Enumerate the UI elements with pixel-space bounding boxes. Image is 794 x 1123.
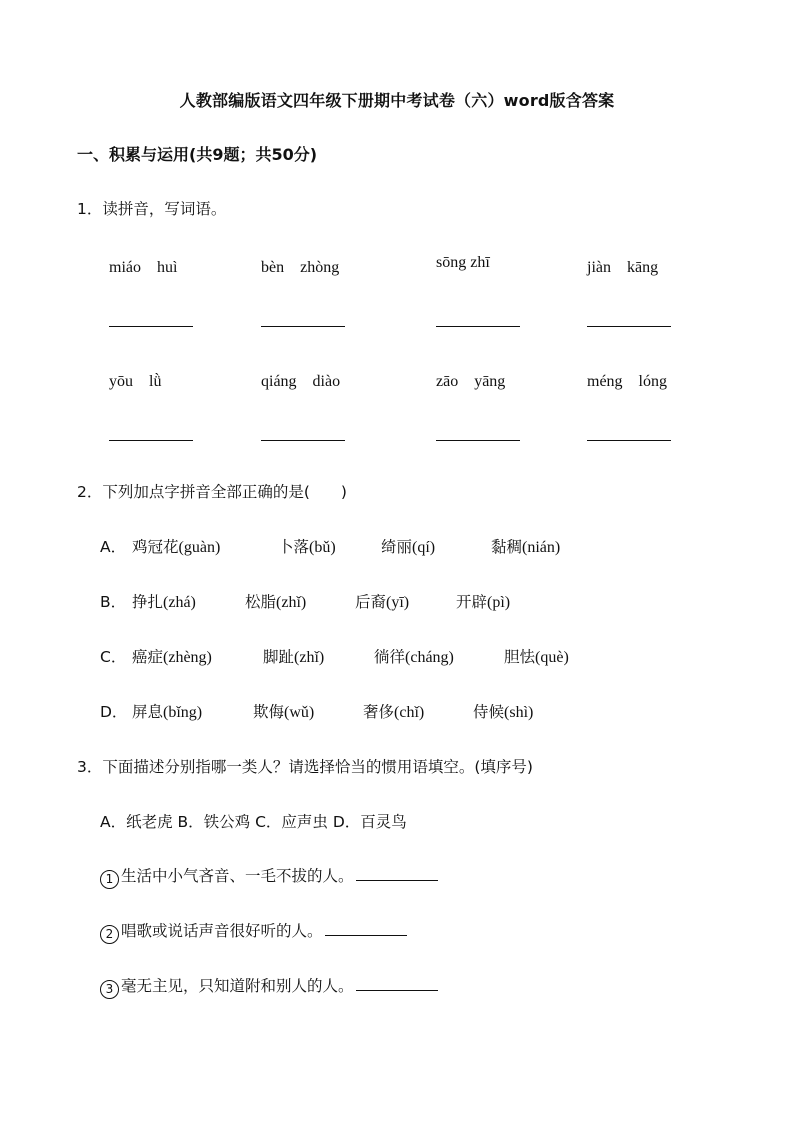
- option-word: 胆怯: [504, 648, 536, 666]
- fill-item-text: 唱歌或说话声音很好听的人。: [121, 922, 323, 940]
- answer-blank[interactable]: [356, 880, 438, 881]
- option-d[interactable]: [100, 700, 700, 722]
- idiom-choices: A．纸老虎 B．铁公鸡 C．应声虫 D．百灵鸟: [100, 813, 407, 831]
- option-c[interactable]: [100, 645, 700, 667]
- question-1-stem: 1．读拼音，写词语。: [77, 200, 227, 218]
- option-word: 松脂: [245, 593, 277, 611]
- answer-blank[interactable]: [436, 440, 520, 441]
- option-pinyin: (zhèng): [163, 649, 212, 666]
- fill-item-1: [100, 864, 438, 889]
- option-pinyin: (qí): [412, 539, 436, 556]
- option-a[interactable]: [100, 535, 700, 557]
- fill-item-text: 毫无主见，只知道附和别人的人。: [121, 977, 354, 995]
- option-pinyin: (pì): [487, 594, 511, 611]
- option-pinyin: (què): [535, 649, 569, 666]
- question-3-stem: 3．下面描述分别指哪一类人？请选择恰当的惯用语填空。(填序号): [77, 758, 533, 776]
- option-pinyin: (cháng): [405, 649, 454, 666]
- circled-number: 3: [100, 980, 119, 999]
- option-word: 开辟: [456, 593, 488, 611]
- option-word: 后裔: [355, 593, 387, 611]
- option-pinyin: (wǔ): [284, 704, 315, 721]
- answer-blank[interactable]: [356, 990, 438, 991]
- option-pinyin: (zhǐ): [276, 594, 307, 611]
- pinyin-item: sōng zhī: [436, 254, 490, 271]
- page-title: 人教部编版语文四年级下册期中考试卷（六）word版含答案: [179, 91, 615, 110]
- option-pinyin: (zhá): [163, 594, 196, 611]
- option-letter: D．: [100, 703, 128, 721]
- option-letter: A．: [100, 538, 127, 556]
- option-word: 徜徉: [374, 648, 406, 666]
- pinyin-item: qiáng diào: [261, 373, 341, 390]
- option-pinyin: (yī): [386, 594, 410, 611]
- option-word: 癌症: [132, 648, 164, 666]
- option-word: 欺侮: [253, 703, 285, 721]
- option-pinyin: (bǐng): [163, 704, 203, 721]
- answer-blank[interactable]: [109, 326, 193, 327]
- option-letter: C．: [100, 648, 127, 666]
- circled-number: 2: [100, 925, 119, 944]
- question-2-stem: 2．下列加点字拼音全部正确的是( ): [77, 483, 347, 501]
- option-pinyin: (bǔ): [309, 539, 336, 556]
- option-word: 鸡冠花: [132, 538, 179, 556]
- option-pinyin: (shì): [504, 704, 534, 721]
- option-word: 脚趾: [263, 648, 295, 666]
- option-word: 屏息: [132, 703, 164, 721]
- pinyin-item: zāo yāng: [436, 373, 506, 390]
- answer-blank[interactable]: [587, 326, 671, 327]
- circled-number: 1: [100, 870, 119, 889]
- option-letter: B．: [100, 593, 127, 611]
- option-pinyin: (nián): [522, 539, 561, 556]
- option-word: 卜落: [278, 538, 310, 556]
- answer-blank[interactable]: [261, 326, 345, 327]
- answer-blank[interactable]: [587, 440, 671, 441]
- section-heading: 一、积累与运用(共9题；共50分): [77, 145, 318, 164]
- fill-item-3: [100, 974, 438, 999]
- option-word: 侍候: [473, 703, 505, 721]
- pinyin-item: miáo huì: [109, 259, 178, 276]
- option-word: 挣扎: [132, 593, 164, 611]
- answer-blank[interactable]: [325, 935, 407, 936]
- pinyin-item: jiàn kāng: [587, 259, 659, 276]
- pinyin-item: yōu lǜ: [109, 373, 162, 390]
- fill-item-2: [100, 919, 407, 944]
- answer-blank[interactable]: [436, 326, 520, 327]
- option-b[interactable]: [100, 590, 700, 612]
- answer-blank[interactable]: [109, 440, 193, 441]
- option-pinyin: (zhǐ): [294, 649, 325, 666]
- fill-item-text: 生活中小气吝音、一毛不拔的人。: [121, 867, 354, 885]
- option-word: 绮丽: [381, 538, 413, 556]
- pinyin-item: méng lóng: [587, 373, 667, 390]
- answer-blank[interactable]: [261, 440, 345, 441]
- option-pinyin: (guàn): [178, 539, 221, 556]
- pinyin-item: bèn zhòng: [261, 259, 340, 276]
- option-word: 黏稠: [491, 538, 523, 556]
- option-pinyin: (chǐ): [394, 704, 425, 721]
- option-word: 奢侈: [363, 703, 395, 721]
